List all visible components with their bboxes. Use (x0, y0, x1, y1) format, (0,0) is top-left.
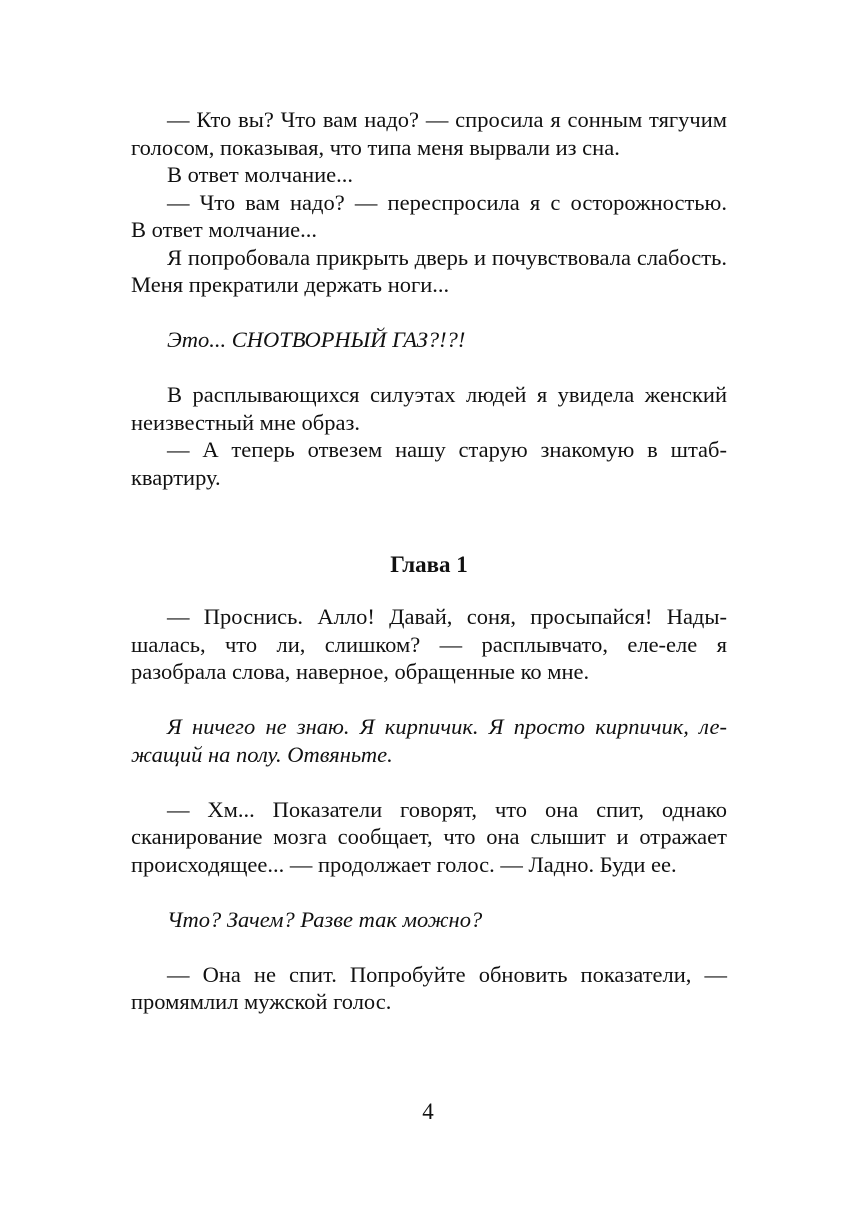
paragraph-silhouettes: В расплывающихся силуэтах людей я увидела женский неизвестный мне образ. (131, 382, 727, 435)
paragraph-silence-continued: В ответ молчание... (131, 217, 318, 242)
paragraph-italic-thought-why: Что? Зачем? Разве так можно? (167, 906, 483, 932)
paragraph-dialogue-indicators: — Хм... Показатели говорят, что она спит, однако сканирование мозга сообщает, что она слышит и отражает происходящее... — продолжает голос. — Ладно. Буди ее. (131, 796, 727, 877)
paragraph-dialogue-headquarters: — А теперь отвезем нашу старую знакомую в штабквартиру. (131, 437, 727, 490)
paragraph-silence: В ответ молчание... (167, 162, 354, 187)
text-section-prologue (131, 106, 727, 491)
paragraph-italic-thought-gas: Это... СНОТВОРНЫЙ ГАЗ?!?! (167, 327, 466, 352)
paragraph-dialogue-male-voice: — Она не спит. Попробуйте обновить показатели, — промямлил мужской голос. (131, 961, 727, 1014)
page-number: 4 (422, 1099, 434, 1124)
paragraph-dialogue-who-are-you: — Кто вы? Что вам надо? — спросила я сонным тягучим голосом, показывая, что типа меня вырвали из сна. (131, 107, 727, 160)
chapter-title: Глава 1 (390, 552, 468, 577)
text-section-chapter-1 (131, 603, 727, 1016)
paragraph-dialogue-wake-up: — Проснись. Алло! Давай, соня, просыпайся! Надышалась, что ли, слишком? — расплывчато, еле-еле я разобрала слова, наверное, обращенные ко мне. (131, 604, 727, 684)
paragraph-dialogue-what-do-you-need: — Что вам надо? — переспросила я с осторожностью. (167, 189, 727, 215)
paragraph-italic-thought-brick: Я ничего не знаю. Я кирпичик. Я просто кирпичик, лежащий на полу. Отвяньте. (131, 714, 727, 767)
paragraph-close-door: Я попробовала прикрыть дверь и почувствовала слабость. Меня прекратили держать ноги... (131, 244, 727, 297)
